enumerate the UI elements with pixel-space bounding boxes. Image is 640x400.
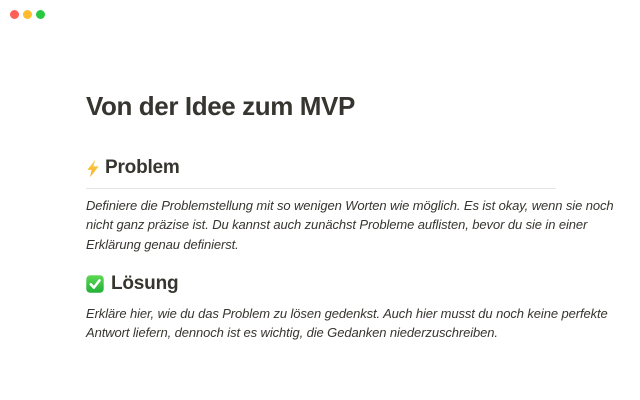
page-title[interactable]: Von der Idee zum MVP [86, 91, 355, 121]
zoom-button[interactable] [36, 10, 45, 19]
check-mark-icon [86, 275, 104, 293]
lightning-bolt-icon [86, 159, 100, 178]
paragraph-line: Antwort liefern, dennoch ist es wichtig, die Gedanken niederzuschreiben. [86, 325, 498, 341]
heading-loesung[interactable] [86, 272, 178, 296]
paragraph-line: Erklärung genau definierst. [86, 236, 239, 252]
paragraph-line: nicht ganz präzise ist. Du kannst auch zunächst Probleme auflisten, bevor du sie in einer [86, 217, 588, 233]
window-controls [10, 10, 45, 19]
section-divider [86, 188, 556, 189]
close-button[interactable] [10, 10, 19, 19]
heading-problem[interactable] [86, 156, 180, 180]
paragraph-loesung[interactable] [86, 304, 608, 343]
paragraph-problem[interactable] [86, 196, 614, 254]
paragraph-line: Definiere die Problemstellung mit so wenigen Worten wie möglich. Es ist okay, wenn sie noch [86, 198, 614, 213]
minimize-button[interactable] [23, 10, 32, 19]
heading-problem-label: Problem [105, 157, 180, 178]
heading-loesung-label: Lösung [111, 273, 179, 294]
paragraph-line: Erkläre hier, wie du das Problem zu lösen gedenkst. Auch hier musst du noch keine perfekte [86, 306, 608, 321]
